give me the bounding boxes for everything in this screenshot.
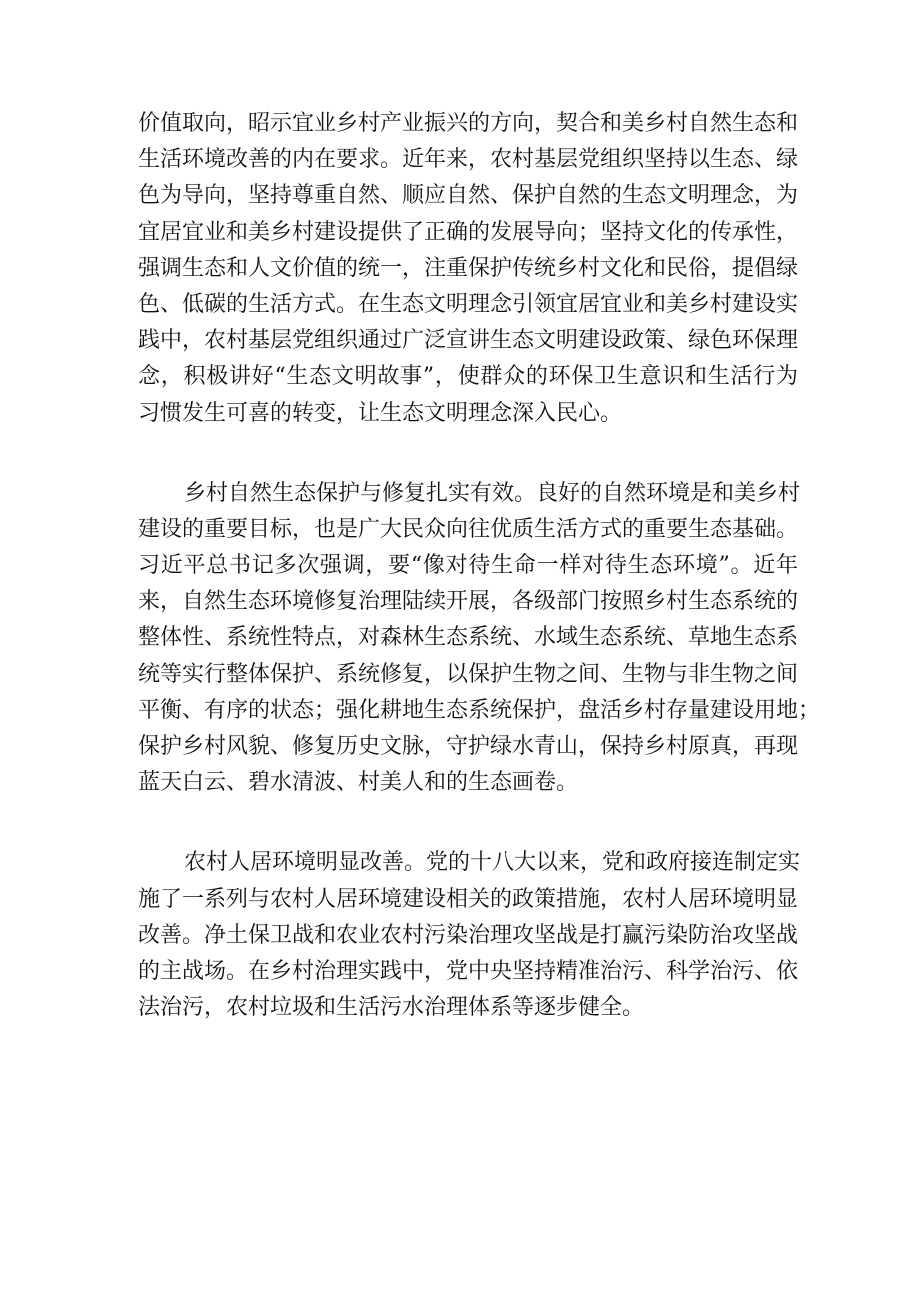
text-line: 农村人居环境明显改善。党的十八大以来，党和政府接连制定实: [184, 850, 801, 876]
text-line: 乡村自然生态保护与修复扎实有效。良好的自然环境是和美乡村: [184, 480, 801, 506]
text-line: 强调生态和人文价值的统一，注重保护传统乡村文化和民俗，提倡绿: [138, 255, 799, 281]
text-line: 宜居宜业和美乡村建设提供了正确的发展导向；坚持文化的传承性，: [138, 219, 799, 245]
text-line: 来，自然生态环境修复治理陆续开展，各级部门按照乡村生态系统的: [138, 589, 799, 615]
text-line: 改善。净土保卫战和农业农村污染治理攻坚战是打赢污染防治攻坚战: [138, 922, 799, 948]
text-line: 色、低碳的生活方式。在生态文明理念引领宜居宜业和美乡村建设实: [138, 291, 799, 317]
text-line: 建设的重要目标，也是广大民众向往优质生活方式的重要生态基础。: [138, 516, 799, 542]
paragraph-spacer: [138, 432, 798, 476]
text-line: 保护乡村风貌、修复历史文脉，守护绿水青山，保持乡村原真，再现: [138, 734, 799, 759]
paragraph-2: [138, 476, 821, 802]
paragraph-3: [138, 845, 801, 1026]
text-line: 色为导向，坚持尊重自然、顺应自然、保护自然的生态文明理念，为: [138, 183, 799, 209]
text-line: 价值取向，昭示宜业乡村产业振兴的方向，契合和美乡村自然生态和: [138, 111, 799, 136]
text-line: 平衡、有序的状态；强化耕地生态系统保护，盘活乡村存量建设用地；: [138, 697, 821, 723]
paragraph-spacer: [138, 801, 798, 845]
text-line: 蓝天白云、碧水清波、村美人和的生态画卷。: [138, 770, 579, 796]
text-line: 施了一系列与农村人居环境建设相关的政策措施，农村人居环境明显: [138, 886, 799, 912]
text-line: 践中，农村基层党组织通过广泛宣讲生态文明建设政策、绿色环保理: [138, 328, 799, 354]
text-line: 习近平总书记多次强调，要“像对待生命一样对待生态环境”。近年: [138, 553, 798, 579]
text-line: 习惯发生可喜的转变，让生态文明理念深入民心。: [138, 400, 623, 426]
text-line: 念，积极讲好“生态文明故事”，使群众的环保卫生意识和生活行为: [138, 364, 798, 390]
paragraph-1: [138, 106, 798, 432]
document-body: [138, 106, 821, 1026]
text-line: 法治污，农村垃圾和生活污水治理体系等逐步健全。: [138, 995, 645, 1021]
text-line: 生活环境改善的内在要求。近年来，农村基层党组织坚持以生态、绿: [138, 147, 799, 173]
text-line: 的主战场。在乡村治理实践中，党中央坚持精准治污、科学治污、依: [138, 958, 799, 984]
text-line: 统等实行整体保护、系统修复，以保护生物之间、生物与非生物之间: [138, 661, 799, 687]
text-line: 整体性、系统性特点，对森林生态系统、水域生态系统、草地生态系: [138, 625, 799, 651]
